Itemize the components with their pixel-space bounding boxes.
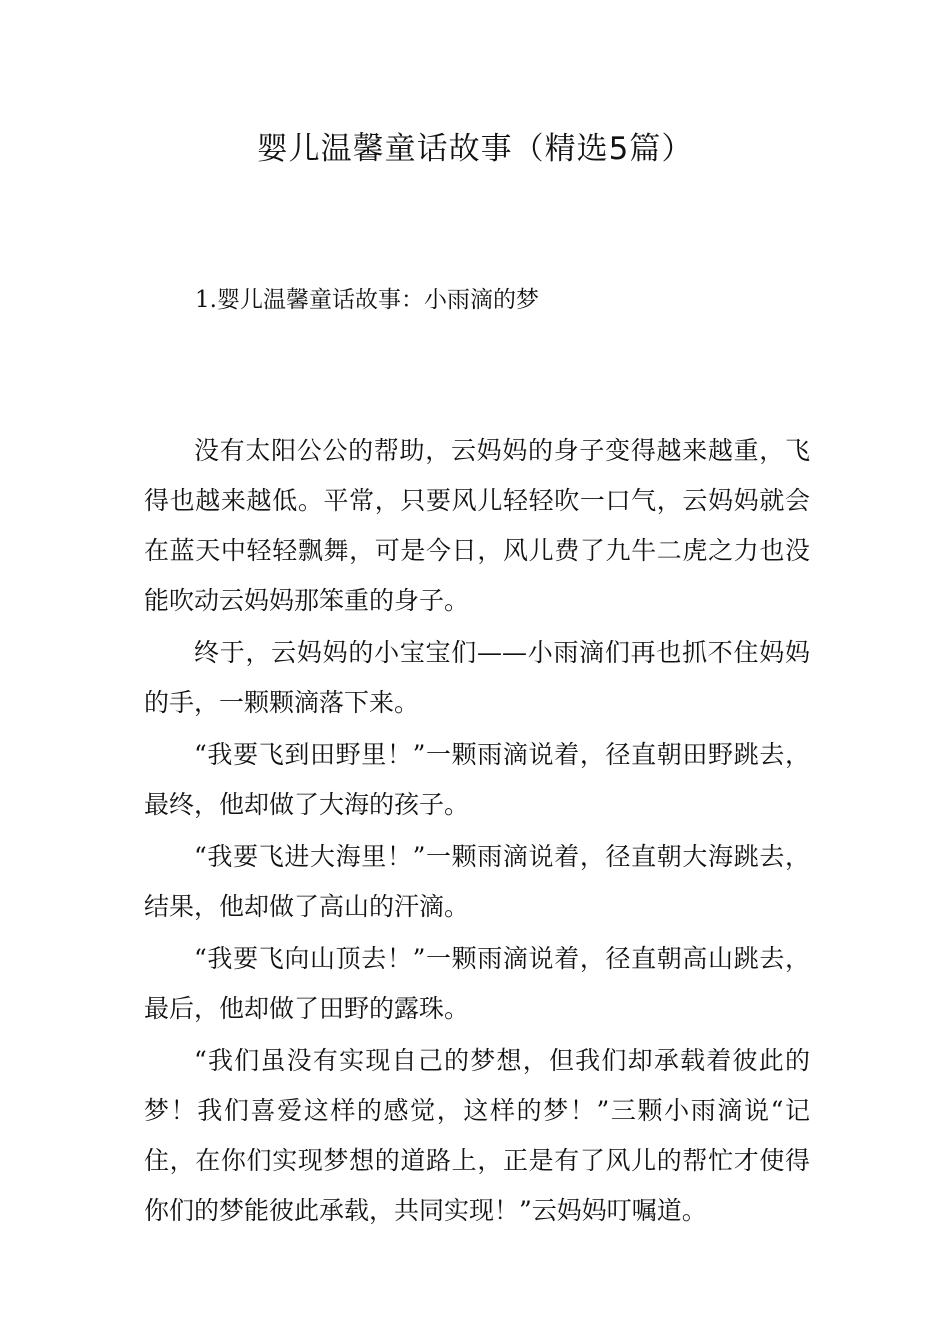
section-heading: 1.婴儿温馨童话故事：小雨滴的梦 [195, 287, 539, 313]
paragraph: “我要飞向山顶去！”一颗雨滴说着，径直朝高山跳去，最后，他却做了田野的露珠。 [144, 944, 810, 1023]
paragraph: “我要飞进大海里！”一颗雨滴说着，径直朝大海跳去，结果，他却做了高山的汗滴。 [144, 842, 810, 921]
paragraph: “我们虽没有实现自己的梦想，但我们却承载着彼此的梦！我们喜爱这样的感觉，这样的梦！”三颗小雨滴说“记住，在你们实现梦想的道路上，正是有了风儿的帮忙才使得你们的梦能彼此承载，共同实现！”云妈妈叮嘱道。 [144, 1046, 810, 1225]
paragraph: 终于，云妈妈的小宝宝们——小雨滴们再也抓不住妈妈的手，一颗颗滴落下来。 [144, 638, 810, 717]
document-title: 婴儿温馨童话故事（精选5篇） [256, 131, 694, 167]
story-body [144, 426, 810, 1238]
paragraph: 没有太阳公公的帮助，云妈妈的身子变得越来越重，飞得也越来越低。平常，只要风儿轻轻吹一口气，云妈妈就会在蓝天中轻轻飘舞，可是今日，风儿费了九牛二虎之力也没能吹动云妈妈那笨重的身子。 [144, 436, 810, 615]
paragraph: “我要飞到田野里！”一颗雨滴说着，径直朝田野跳去，最终，他却做了大海的孩子。 [144, 740, 810, 819]
